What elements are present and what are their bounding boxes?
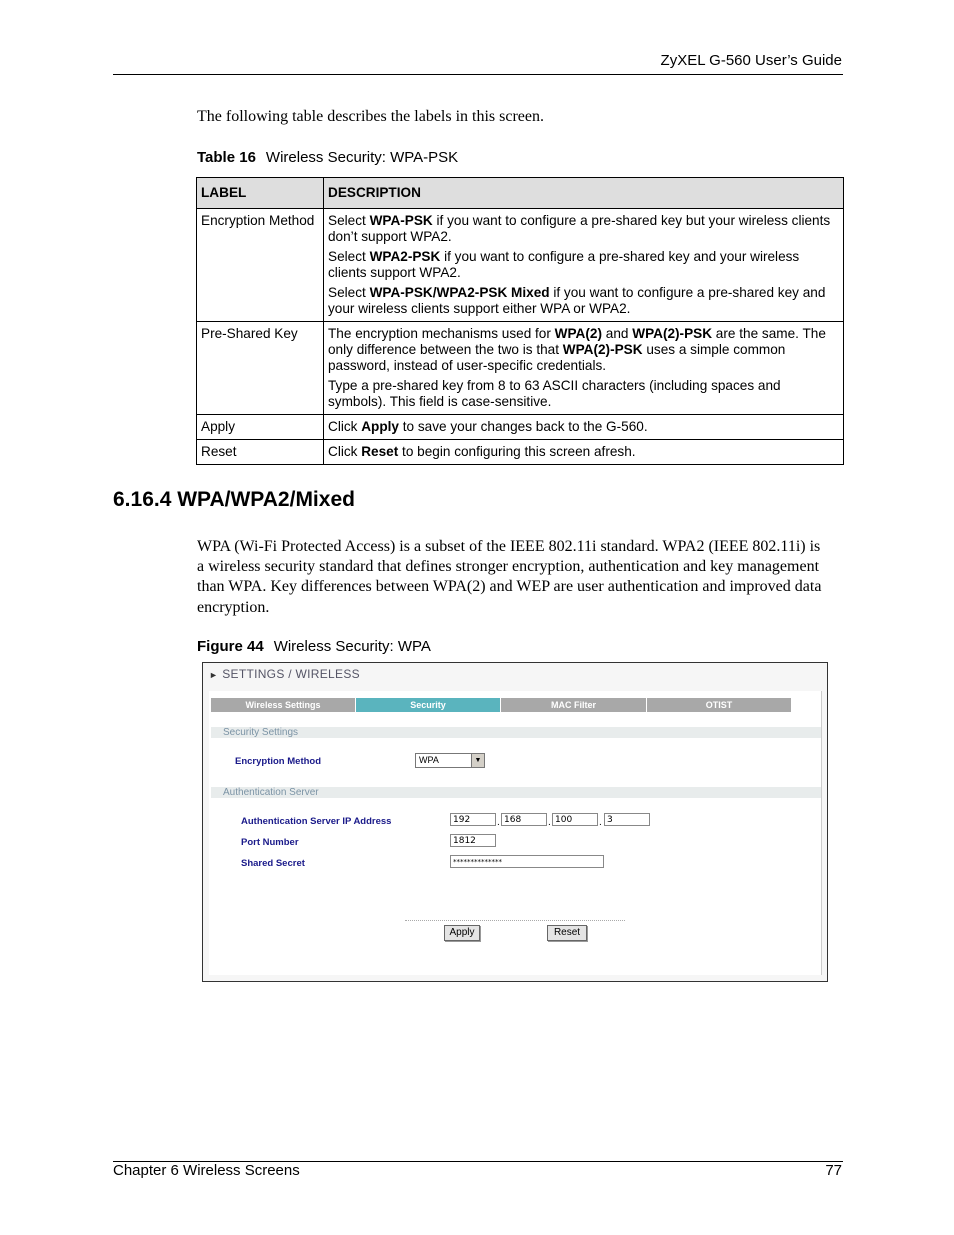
figure-number: Figure 44 bbox=[197, 638, 264, 655]
port-number-label: Port Number bbox=[241, 837, 299, 848]
table-row bbox=[197, 209, 844, 322]
figure-title: Wireless Security: WPA bbox=[273, 638, 431, 655]
section-paragraph: WPA (Wi-Fi Protected Access) is a subset of the IEEE 802.11i standard. WPA2 (IEEE 802.11i) is a wireless security standard that defines stronger encryption, authentication and key management than WPA. Key differences between WPA(2) and WEP are user authentication and improved data encryption. bbox=[197, 538, 822, 616]
port-number-input[interactable]: 1812 bbox=[450, 834, 496, 847]
footer-page-number: 77 bbox=[825, 1162, 842, 1179]
description-paragraph: Select WPA-PSK/WPA2-PSK Mixed if you want to configure a pre-shared key and your wireless clients support either WPA or WPA2. bbox=[328, 285, 826, 316]
tab-wireless-settings[interactable]: Wireless Settings bbox=[211, 698, 356, 712]
arrow-icon: ► bbox=[209, 670, 219, 680]
row-label: Pre-Shared Key bbox=[197, 322, 324, 415]
footer-chapter: Chapter 6 Wireless Screens bbox=[113, 1162, 300, 1179]
ip-octet-2-input[interactable]: 168 bbox=[501, 813, 547, 826]
table-row bbox=[197, 440, 844, 465]
ip-octet-3-input[interactable]: 100 bbox=[552, 813, 598, 826]
description-paragraph: The encryption mechanisms used for WPA(2) and WPA(2)-PSK are the same. The only difference between the two is that WPA(2)-PSK uses a simple common password, instead of user-specific credentials. bbox=[328, 326, 826, 373]
screen-title-text: SETTINGS / WIRELESS bbox=[222, 667, 360, 681]
description-paragraph: Click Reset to begin configuring this screen afresh. bbox=[328, 444, 636, 459]
description-paragraph: Select WPA-PSK if you want to configure a pre-shared key but your wireless clients don’t support WPA2. bbox=[328, 213, 831, 244]
tab-otist[interactable]: OTIST bbox=[647, 698, 792, 712]
ip-octet-1-input[interactable]: 192 bbox=[450, 813, 496, 826]
row-description bbox=[324, 322, 844, 415]
encryption-method-value: WPA bbox=[419, 755, 439, 765]
label-column-header: LABEL bbox=[197, 178, 324, 209]
apply-button[interactable]: Apply bbox=[444, 925, 480, 941]
figure-caption bbox=[197, 638, 431, 655]
table-header-row bbox=[197, 178, 844, 209]
ip-dot: . bbox=[548, 817, 551, 828]
screen-title bbox=[209, 667, 360, 681]
label-description-table bbox=[196, 177, 844, 465]
divider bbox=[405, 920, 625, 921]
header-title: ZyXEL G-560 User’s Guide bbox=[660, 52, 842, 69]
header-rule bbox=[113, 74, 843, 75]
wireless-security-screenshot bbox=[202, 662, 828, 982]
encryption-method-select[interactable] bbox=[415, 753, 485, 768]
ip-octet-4-input[interactable]: 3 bbox=[604, 813, 650, 826]
ip-address-label: Authentication Server IP Address bbox=[241, 816, 392, 827]
dropdown-arrow-icon: ▼ bbox=[471, 754, 484, 767]
row-label: Encryption Method bbox=[197, 209, 324, 322]
description-paragraph: Click Apply to save your changes back to the G-560. bbox=[328, 419, 648, 434]
intro-text: The following table describes the labels in this screen. bbox=[197, 108, 545, 125]
row-description bbox=[324, 415, 844, 440]
tab-security[interactable]: Security bbox=[356, 698, 501, 712]
table-row bbox=[197, 415, 844, 440]
authentication-server-bar: Authentication Server bbox=[211, 787, 821, 798]
row-description bbox=[324, 209, 844, 322]
section-heading: 6.16.4 WPA/WPA2/Mixed bbox=[113, 488, 355, 511]
reset-button[interactable]: Reset bbox=[547, 925, 587, 941]
table-caption bbox=[197, 149, 458, 166]
shared-secret-label: Shared Secret bbox=[241, 858, 305, 869]
row-label: Reset bbox=[197, 440, 324, 465]
security-settings-bar: Security Settings bbox=[211, 727, 821, 738]
shared-secret-input[interactable]: ************** bbox=[450, 855, 604, 868]
table-title: Wireless Security: WPA-PSK bbox=[265, 149, 459, 166]
description-paragraph: Select WPA2-PSK if you want to configure a pre-shared key and your wireless clients support WPA2. bbox=[328, 249, 800, 280]
ip-dot: . bbox=[599, 817, 602, 828]
tab-mac-filter[interactable]: MAC Filter bbox=[501, 698, 647, 712]
row-label: Apply bbox=[197, 415, 324, 440]
table-row bbox=[197, 322, 844, 415]
ip-dot: . bbox=[497, 817, 500, 828]
description-column-header: DESCRIPTION bbox=[324, 178, 844, 209]
row-description bbox=[324, 440, 844, 465]
table-number: Table 16 bbox=[197, 149, 256, 166]
encryption-method-label: Encryption Method bbox=[235, 756, 322, 767]
description-paragraph: Type a pre-shared key from 8 to 63 ASCII characters (including spaces and symbols). This field is case-sensitive. bbox=[328, 378, 781, 409]
